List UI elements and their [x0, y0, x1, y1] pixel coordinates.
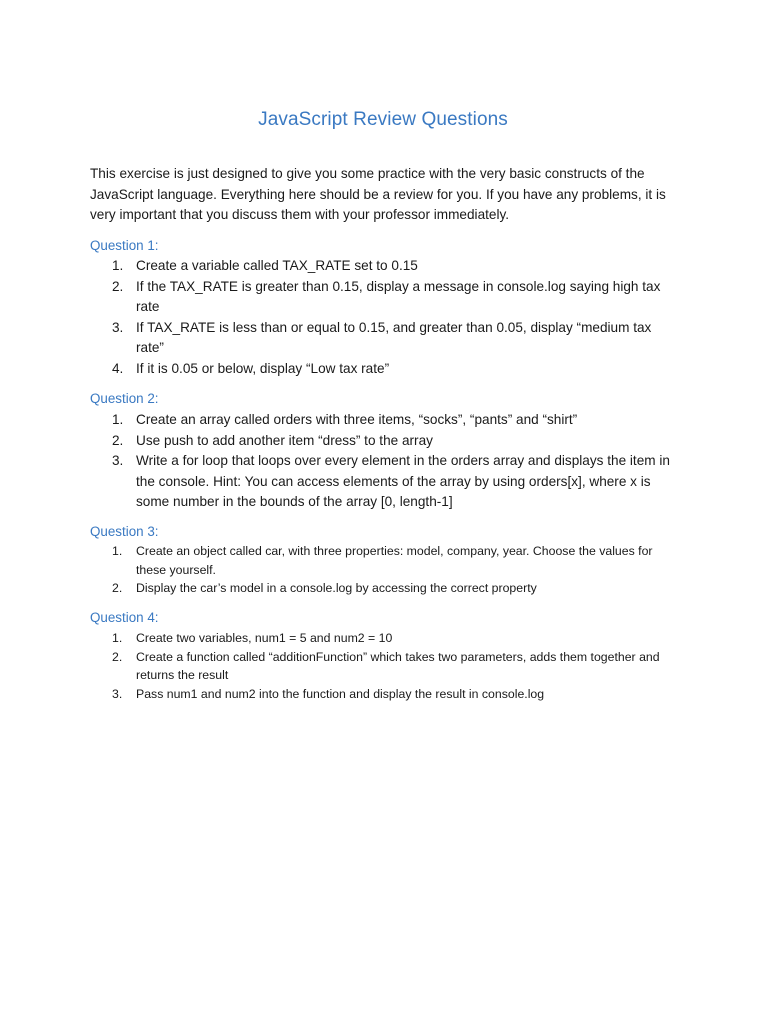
list-item-number: 1. [112, 258, 124, 273]
list-item-text: Create two variables, num1 = 5 and num2 = 10 [136, 631, 393, 645]
question-1-list [90, 256, 680, 380]
list-item-number: 3. [112, 453, 124, 469]
list-item-number: 2. [112, 581, 123, 596]
list-item-number: 2. [112, 278, 124, 294]
question-2-list [90, 410, 680, 513]
list-item-text: Create an object called car, with three properties: model, company, year. Choose the values for these yourself. [136, 544, 653, 577]
question-3-list [90, 542, 680, 598]
list-item [90, 318, 680, 359]
list-item [90, 685, 680, 704]
list-item-number: 2. [112, 432, 124, 448]
list-item [90, 542, 680, 579]
question-2-heading: Question 2: [90, 391, 159, 406]
list-item [90, 579, 680, 598]
list-item-text: Create a variable called TAX_RATE set to 0.15 [136, 258, 418, 273]
list-item-number: 1. [112, 631, 123, 645]
list-item [90, 431, 680, 452]
list-item-number: 3. [112, 686, 123, 701]
question-4-heading: Question 4: [90, 610, 159, 625]
list-item-text: Pass num1 and num2 into the function and display the result in console.log [136, 686, 545, 701]
question-4-list [90, 629, 680, 703]
list-item [90, 256, 680, 277]
list-item-text: Create an array called orders with three items, “socks”, “pants” and “shirt” [136, 412, 578, 427]
list-item-number: 1. [112, 544, 123, 558]
list-item-text: If TAX_RATE is less than or equal to 0.15, and greater than 0.05, display “medium tax rate” [136, 319, 652, 356]
intro-paragraph: This exercise is just designed to give you some practice with the very basic constructs of the JavaScript language. Everything here should be a review for you. If you have any problems, it is very important that you discuss them with your professor immediately. [90, 166, 666, 223]
list-item-number: 2. [112, 649, 123, 664]
list-item [90, 277, 680, 318]
list-item-number: 1. [112, 412, 124, 427]
list-item-text: If it is 0.05 or below, display “Low tax rate” [136, 360, 390, 376]
list-item [90, 451, 680, 513]
list-item-text: If the TAX_RATE is greater than 0.15, display a message in console.log saying high tax rate [136, 278, 661, 315]
document-title: JavaScript Review Questions [258, 109, 508, 130]
list-item [90, 648, 680, 685]
list-item-number: 3. [112, 319, 124, 335]
list-item-text: Create a function called “additionFunction” which takes two parameters, adds them together and returns the result [136, 649, 660, 683]
list-item [90, 629, 680, 648]
question-3-heading: Question 3: [90, 524, 159, 539]
question-1-heading: Question 1: [90, 238, 159, 253]
list-item-text: Use push to add another item “dress” to the array [136, 432, 433, 448]
list-item-text: Display the car’s model in a console.log by accessing the correct property [136, 581, 537, 596]
list-item-number: 4. [112, 360, 124, 376]
list-item-text: Write a for loop that loops over every element in the orders array and displays the item in the console. Hint: You can access elements of the array by using orders[x], where x is some number in the bounds of the array [0, length-1] [136, 453, 670, 510]
list-item [90, 410, 680, 431]
list-item [90, 359, 680, 380]
